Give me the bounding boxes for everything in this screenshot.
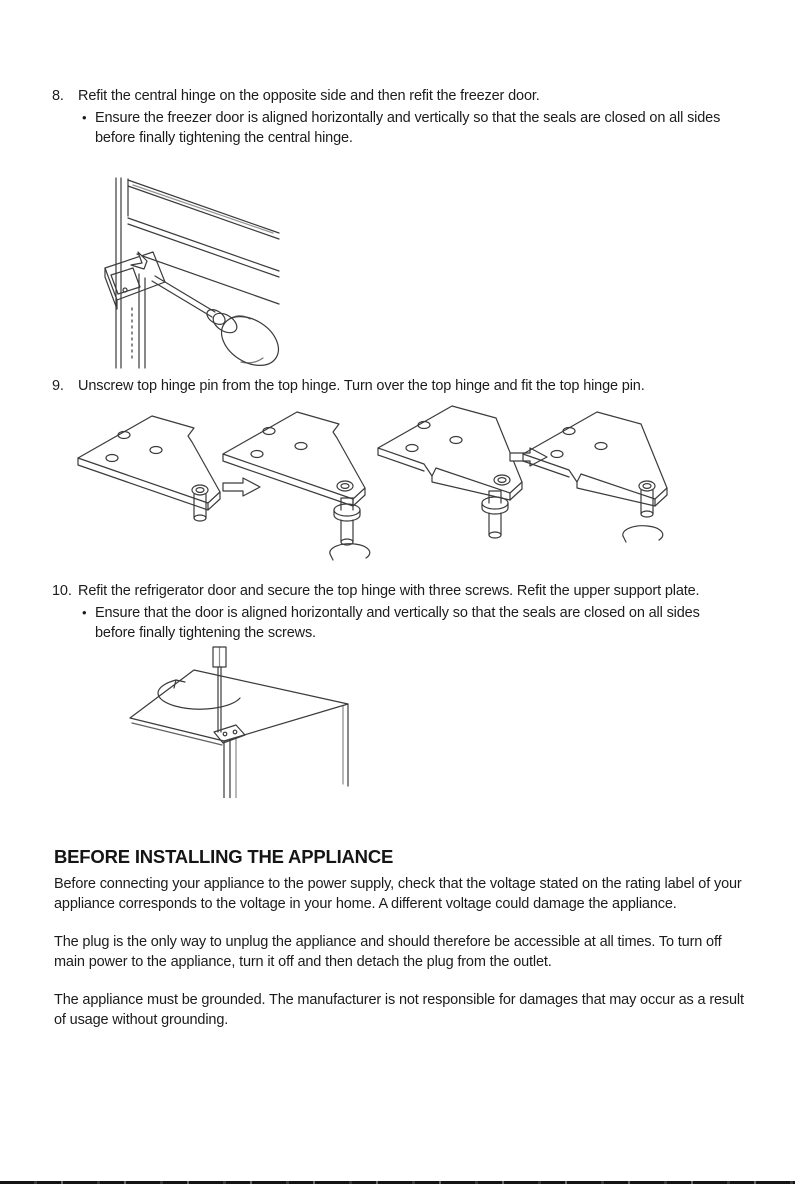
- hinge-4-pin-refitted: [523, 412, 667, 517]
- circlip-icon: [330, 544, 370, 560]
- before-installing-section: [54, 846, 754, 1049]
- step-8-text: Refit the central hinge on the opposite side and then refit the freezer door.: [78, 88, 540, 104]
- hinge-3-turned-over-pin-removed: [378, 406, 522, 538]
- paragraph-plug: The plug is the only way to unplug the appliance and should therefore be accessible at all times. To turn off main power to the appliance, turn it off and then detach the plug from the outlet.: [54, 934, 722, 970]
- step-9-text: Unscrew top hinge pin from the top hinge. Turn over the top hinge and fit the top hinge pin.: [78, 378, 645, 394]
- step-8: [52, 86, 764, 148]
- arrow-right-icon: [223, 478, 260, 496]
- hinge-1-pin-attached: [78, 416, 220, 521]
- figure-central-hinge-screwdriver: [95, 176, 285, 370]
- step-10-text: Refit the refrigerator door and secure the top hinge with three screws. Refit the upper support plate.: [78, 583, 700, 599]
- step-9: [52, 376, 764, 396]
- paragraph-grounding: The appliance must be grounded. The manufacturer is not responsible for damages that may occur as a result of usage without grounding.: [54, 992, 744, 1028]
- step-8-number: 8.: [52, 88, 64, 104]
- step-9-number: 9.: [52, 378, 64, 394]
- step-10-bullet-text: Ensure that the door is aligned horizontally and vertically so that the seals are closed on all sides before finally tightening the screws.: [95, 605, 700, 641]
- paragraph-voltage: Before connecting your appliance to the power supply, check that the voltage stated on the rating label of your appliance corresponds to the voltage in your home. A different voltage could damage the appliance.: [54, 876, 742, 912]
- section-heading: BEFORE INSTALLING THE APPLIANCE: [54, 846, 394, 867]
- figure-top-hinge-screwing: [112, 646, 387, 798]
- rotation-arrow-icon: [158, 680, 240, 709]
- step-8-bullet-text: Ensure the freezer door is aligned horizontally and vertically so that the seals are closed on all sides before finally tightening the central hinge.: [95, 110, 721, 146]
- bullet-icon: •: [82, 110, 87, 125]
- screwdriver-shaft: [155, 276, 215, 312]
- page-bottom-edge-line: [0, 1181, 795, 1184]
- circlip-icon: [623, 526, 663, 542]
- figure-top-hinge-flip-sequence: [62, 398, 732, 573]
- step-10-number: 10.: [52, 583, 72, 599]
- step-10: [52, 581, 764, 643]
- bullet-icon: •: [82, 605, 87, 620]
